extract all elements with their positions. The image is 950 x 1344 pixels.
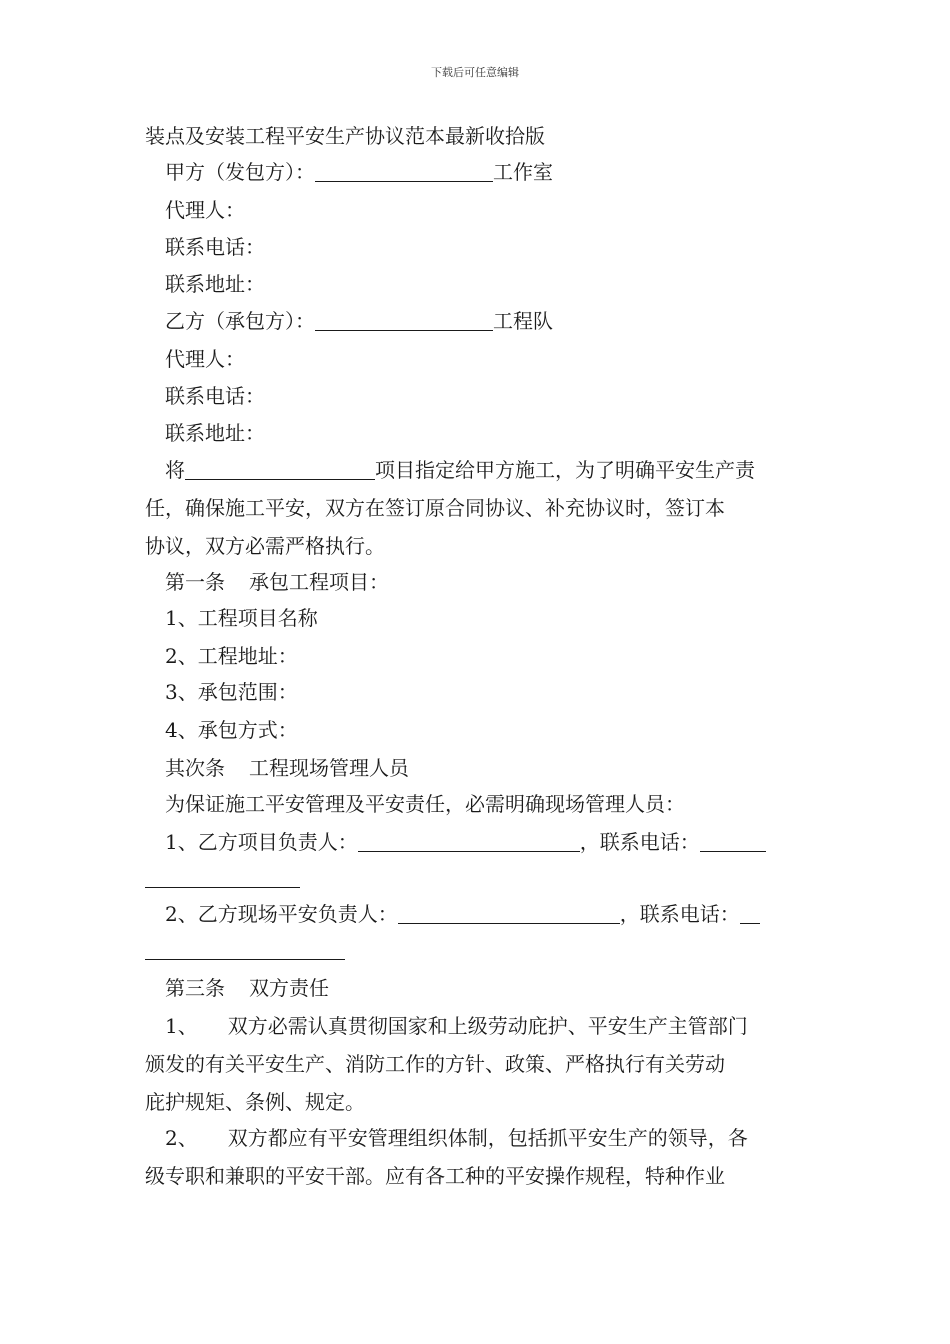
intro-line-2: 任，确保施工平安，双方在签订原合同协议、补充协议时，签订本 — [145, 496, 725, 520]
article-2-item-1-cont — [145, 860, 300, 896]
article-1-item-4: 4、承包方式： — [165, 718, 298, 742]
article-2-item-1 — [165, 824, 766, 860]
intro-line-3: 协议，双方必需严格执行。 — [145, 534, 385, 558]
article-3-p1-line-2: 颁发的有关平安生产、消防工作的方针、政策、严格执行有关劳动 — [145, 1052, 725, 1076]
party-a-phone: 联系电话： — [165, 235, 265, 259]
safety-manager-phone-label: ，联系电话： — [619, 902, 740, 926]
article-2-item-2-cont — [145, 932, 345, 968]
article-1-item-2: 2、工程地址： — [165, 644, 298, 668]
party-b-blank[interactable] — [315, 308, 493, 331]
article-2-intro: 为保证施工平安管理及平安责任，必需明确现场管理人员： — [165, 792, 685, 816]
safety-manager-phone-blank[interactable] — [740, 901, 760, 924]
project-name-blank[interactable] — [185, 457, 375, 480]
article-3-title: 双方责任 — [249, 976, 329, 1000]
party-b-line — [165, 303, 553, 339]
party-b-suffix: 工程队 — [493, 309, 553, 333]
project-manager-blank[interactable] — [358, 829, 580, 852]
project-manager-label: 1、乙方项目负责人： — [165, 830, 358, 854]
article-2-heading — [165, 750, 409, 786]
article-2-number: 其次条 — [165, 756, 225, 780]
article-1-item-1: 1、工程项目名称 — [165, 606, 318, 630]
article-3-p1-line-1 — [165, 1008, 748, 1044]
article-3-p1-text-1: 双方必需认真贯彻国家和上级劳动庇护、平安生产主管部门 — [227, 1014, 748, 1038]
page-header: 下载后可任意编辑 — [431, 66, 519, 79]
article-2-title: 工程现场管理人员 — [249, 756, 409, 780]
intro-line-1 — [165, 452, 755, 488]
party-b-address: 联系地址： — [165, 421, 265, 445]
article-1-title: 承包工程项目： — [249, 570, 389, 594]
article-3-p2-line-1 — [165, 1120, 748, 1156]
article-3-p2-line-2: 级专职和兼职的平安干部。应有各工种的平安操作规程，特种作业 — [145, 1164, 725, 1188]
article-2-item-2 — [165, 896, 760, 932]
party-b-phone: 联系电话： — [165, 384, 265, 408]
party-a-suffix: 工作室 — [493, 160, 553, 184]
article-3-number: 第三条 — [165, 976, 225, 1000]
safety-manager-phone-blank-cont[interactable] — [145, 937, 345, 960]
safety-manager-label: 2、乙方现场平安负责人： — [165, 902, 398, 926]
article-3-p2-number: 2、 — [165, 1126, 198, 1150]
article-1-number: 第一条 — [165, 570, 225, 594]
party-b-label: 乙方（承包方）： — [165, 309, 315, 333]
party-a-label: 甲方（发包方）： — [165, 160, 315, 184]
document-title: 装点及安装工程平安生产协议范本最新收拾版 — [145, 124, 545, 148]
party-a-line — [165, 154, 553, 190]
project-manager-phone-blank-cont[interactable] — [145, 865, 300, 888]
safety-manager-blank[interactable] — [398, 901, 620, 924]
party-a-address: 联系地址： — [165, 272, 265, 296]
party-b-agent: 代理人： — [165, 347, 245, 371]
intro-prefix: 将 — [165, 458, 185, 482]
intro-text-1: 项目指定给甲方施工，为了明确平安生产责 — [375, 458, 755, 482]
article-3-p1-number: 1、 — [165, 1014, 198, 1038]
article-1-item-3: 3、承包范围： — [165, 680, 298, 704]
party-a-agent: 代理人： — [165, 198, 245, 222]
article-3-p1-line-3: 庇护规矩、条例、规定。 — [145, 1090, 365, 1114]
article-3-heading — [165, 970, 329, 1006]
project-manager-phone-blank[interactable] — [700, 829, 766, 852]
party-a-blank[interactable] — [315, 159, 493, 182]
project-manager-phone-label: ，联系电话： — [579, 830, 700, 854]
article-1-heading — [165, 564, 389, 600]
article-3-p2-text-1: 双方都应有平安管理组织体制，包括抓平安生产的领导，各 — [227, 1126, 748, 1150]
